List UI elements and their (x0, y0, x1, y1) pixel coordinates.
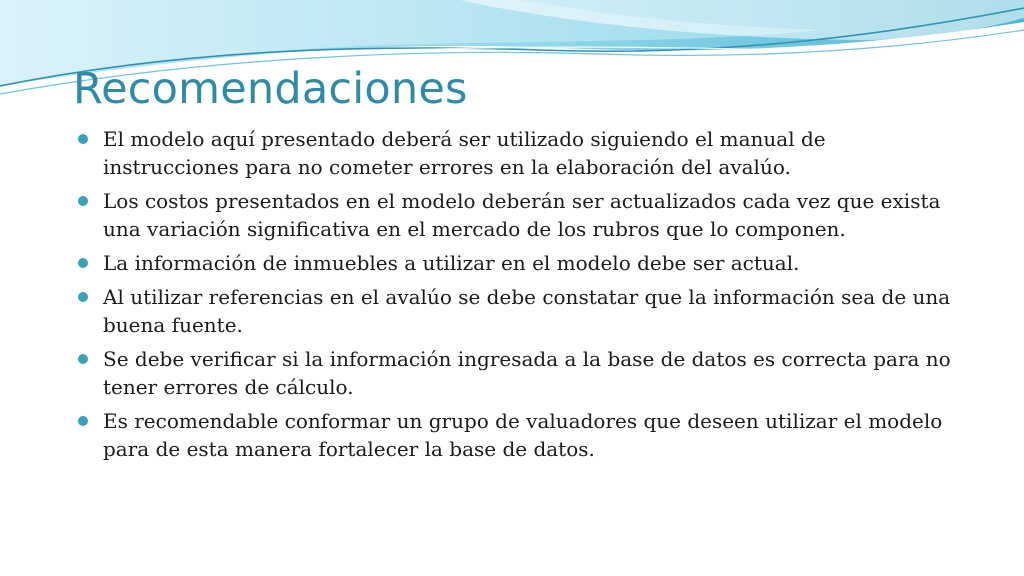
bullet-item-3 (78, 249, 958, 277)
bullet-dot-icon (78, 196, 88, 206)
bullet-text: El modelo aquí presentado deberá ser utilizado siguiendo el manual de instrucciones para no cometer errores en la elaboración del avalúo. (103, 127, 826, 179)
slide-title: Recomendaciones (73, 64, 468, 114)
bullet-item-4 (78, 283, 958, 339)
bullet-dot-icon (78, 354, 88, 364)
bullet-dot-icon (78, 134, 88, 144)
bullet-text: Los costos presentados en el modelo deberán ser actualizados cada vez que exista una variación significativa en el mercado de los rubros que lo componen. (103, 189, 941, 241)
bullet-text: La información de inmuebles a utilizar en el modelo debe ser actual. (103, 251, 800, 275)
bullet-item-1 (78, 125, 958, 181)
bullet-text: Se debe verificar si la información ingresada a la base de datos es correcta para no tener errores de cálculo. (103, 347, 951, 399)
bullet-dot-icon (78, 258, 88, 268)
bullet-item-2 (78, 187, 958, 243)
bullet-dot-icon (78, 416, 88, 426)
bullet-item-5 (78, 345, 958, 401)
bullet-text: Al utilizar referencias en el avalúo se debe constatar que la información sea de una buena fuente. (103, 285, 951, 337)
bullet-dot-icon (78, 292, 88, 302)
bullet-list (78, 125, 958, 469)
bullet-text: Es recomendable conformar un grupo de valuadores que deseen utilizar el modelo para de esta manera fortalecer la base de datos. (103, 409, 943, 461)
bullet-item-6 (78, 407, 958, 463)
